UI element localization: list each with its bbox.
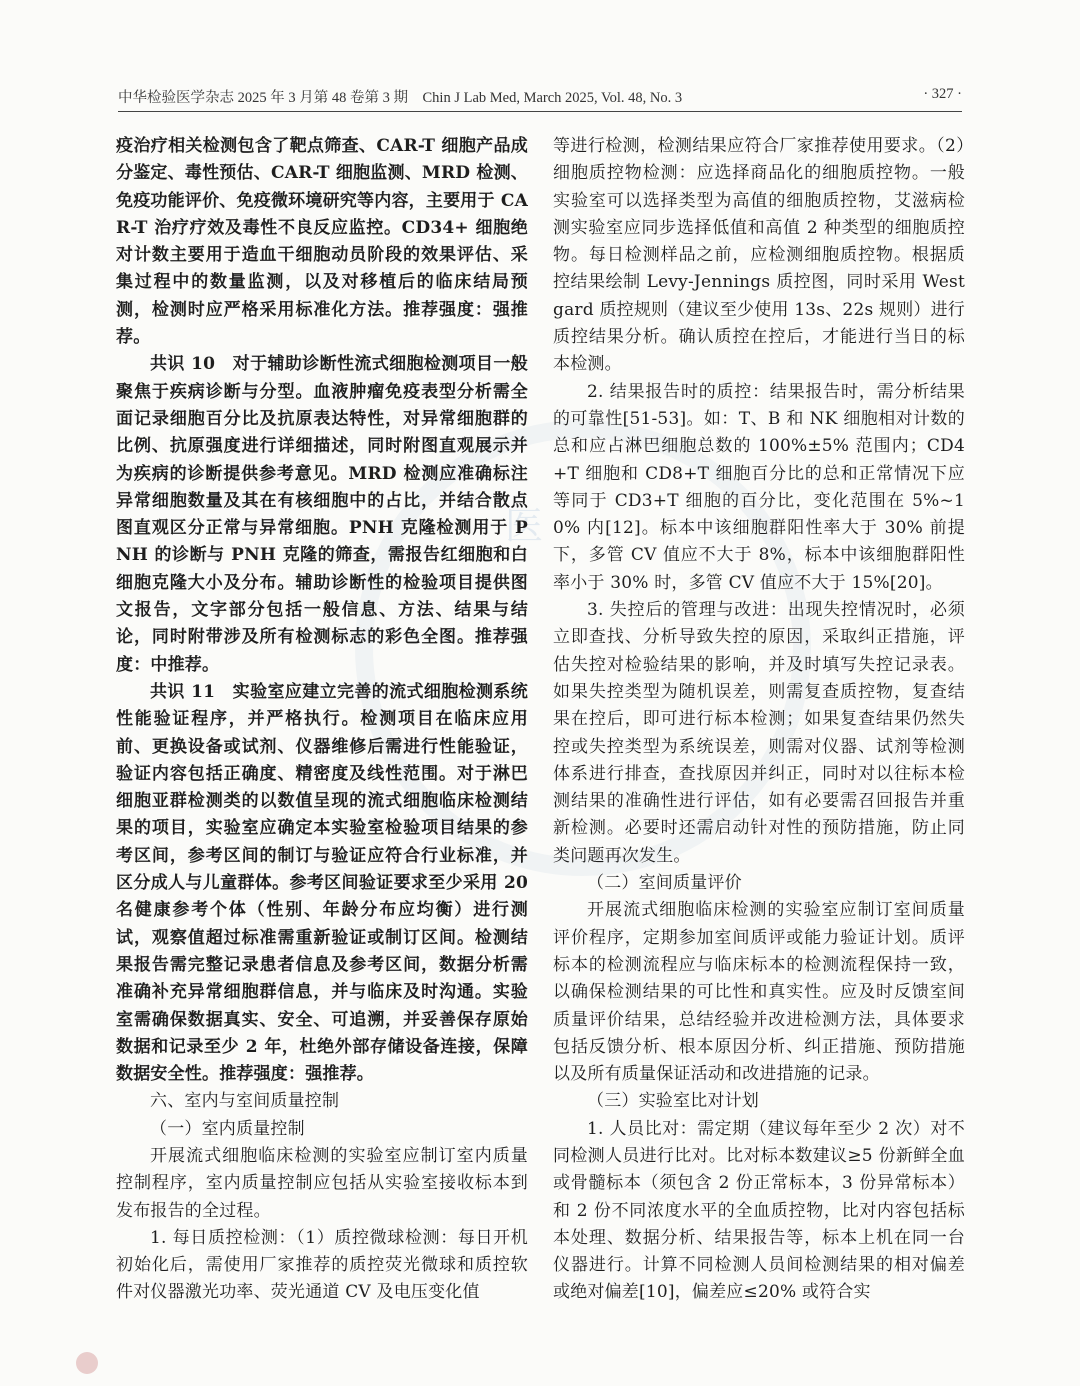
section-heading: 六、室内与室间质量控制: [150, 1091, 340, 1112]
subsection-heading: （三）实验室比对计划: [587, 1091, 759, 1112]
consensus-10-paragraph: 共识 10 对于辅助诊断性流式细胞检测项目一般聚焦于疾病诊断与分型。血液肿瘤免疫表型分析需全面记录细胞百分比及抗原表达特性，对异常细胞群的比例、抗原强度进行详细描述，同时附图直观展示并为疾病的诊断提供参考意见。MRD 检测应准确标注异常细胞数量及其在有核细胞中的占比，并结合散点图直观区分正常与异常细胞。PNH 克隆检测用于 PNH 的诊断与 PNH 克隆的筛查，需报告红细胞和白细胞克隆大小及分布。辅助诊断性的检验项目提供图文报告，文字部分包括一般信息、方法、结果与结论，同时附带涉及所有检测标志的彩色全图。推荐强度：中推荐。: [116, 354, 528, 675]
subsection-heading: （二）室间质量评价: [587, 873, 742, 894]
paragraph: 开展流式细胞临床检测的实验室应制订室内质量控制程序，室内质量控制应包括从实验室接收标本到发布报告的全过程。: [116, 1145, 528, 1221]
subsection-heading: （一）室内质量控制: [150, 1118, 305, 1139]
left-column: [116, 133, 528, 1307]
publisher-logo: [76, 1352, 104, 1374]
paragraph: 3. 失控后的管理与改进：出现失控情况时，必须立即查找、分析导致失控的原因，采取纠正措施，评估失控对检验结果的影响，并及时填写失控记录表。如果失控类型为随机误差，则需复查质控物，复查结果在控后，即可进行标本检测；如果复查结果仍然失控或失控类型为系统误差，则需对仪器、试剂等检测体系进行排查，查找原因并纠正，同时对以往标本检测结果的准确性进行评估，如有必要需召回报告并重新检测。必要时还需启动针对性的预防措施，防止同类问题再次发生。: [553, 600, 965, 866]
right-column: [553, 133, 965, 1307]
consensus-11-paragraph: 共识 11 实验室应建立完善的流式细胞检测系统性能验证程序，并严格执行。检测项目在临床应用前、更换设备或试剂、仪器维修后需进行性能验证，验证内容包括正确度、精密度及线性范围。对于淋巴细胞亚群检测类的以数值呈现的流式细胞临床检测结果的项目，实验室应确定本实验室检验项目结果的参考区间，参考区间的制订与验证应符合行业标准，并区分成人与儿童群体。参考区间验证要求至少采用 20 名健康参考个体（性别、年龄分布应均衡）进行测试，观察值超过标准需重新验证或制订区间。检测结果报告需完整记录患者信息及参考区间，数据分析需准确补充异常细胞群信息，并与临床及时沟通。实验室需确保数据真实、安全、可追溯，并妥善保存原始数据和记录至少 2 年，杜绝外部存储设备连接，保障数据安全性。推荐强度：强推荐。: [116, 681, 528, 1085]
paragraph: 疫治疗相关检测包含了靶点筛查、CAR-T 细胞产品成分鉴定、毒性预估、CAR-T 细胞监测、MRD 检测、免疫功能评价、免疫微环境研究等内容，主要用于 CAR-T 治疗疗效及毒性不良反应监控。CD34+ 细胞绝对计数主要用于造血干细胞动员阶段的效果评估、采集过程中的数量监测，以及对移植后的临床结局预测，检测时应严格采用标准化方法。推荐强度：强推荐。: [116, 136, 528, 348]
paragraph: 开展流式细胞临床检测的实验室应制订室间质量评价程序，定期参加室间质评或能力验证计划。质评标本的检测流程应与临床标本的检测流程保持一致，以确保检测结果的可比性和真实性。应及时反馈室间质量评价结果，总结经验并改进检测方法，具体要求包括反馈分析、根本原因分析、纠正措施、预防措施以及所有质量保证活动和改进措施的记录。: [553, 900, 965, 1085]
paragraph: 等进行检测，检测结果应符合厂家推荐使用要求。（2）细胞质控物检测：应选择商品化的细胞质控物。一般实验室可以选择类型为高值的细胞质控物，艾滋病检测实验室应同步选择低值和高值 2 种类型的细胞质控物。每日检测样品之前，应检测细胞质控物。根据质控结果绘制 Levy-Jennings 质控图，同时采用 Westgard 质控规则（建议至少使用 13s、22s 规则）进行质控结果分析。确认质控在控后，才能进行当日的标本检测。: [553, 136, 965, 375]
page-number: · 327 ·: [923, 86, 962, 102]
header-rule: [118, 111, 962, 112]
paragraph: 2. 结果报告时的质控：结果报告时，需分析结果的可靠性[51-53]。如：T、B 和 NK 细胞相对计数的总和应占淋巴细胞总数的 100%±5% 范围内；CD4+T 细胞和 CD8+T 细胞百分比的总和正常情况下应等同于 CD3+T 细胞的百分比，变化范围在 5%~10% 内[12]。标本中该细胞群阳性率大于 30% 前提下，多管 CV 值应不大于 8%，标本中该细胞群阳性率小于 30% 时，多管 CV 值应不大于 15%[20]。: [553, 381, 965, 593]
paragraph: 1. 每日质控检测：（1）质控微球检测：每日开机初始化后，需使用厂家推荐的质控荧光微球和质控软件对仪器激光功率、荧光通道 CV 及电压变化值: [116, 1227, 528, 1303]
journal-info: 中华检验医学杂志 2025 年 3 月第 48 卷第 3 期 Chin J Lab Med, March 2025, Vol. 48, No. 3: [118, 90, 683, 106]
watermark-glyph: 医: [505, 504, 544, 548]
paragraph: 1. 人员比对：需定期（建议每年至少 2 次）对不同检测人员进行比对。比对标本数建议≥5 份新鲜全血或骨髓标本（须包含 2 份正常标本，3 份异常标本）和 2 份不同浓度水平的全血质控物，比对内容包括标本处理、数据分析、结果报告等，标本上机在同一台仪器进行。计算不同检测人员间检测结果的相对偏差或绝对偏差[10]，偏差应≤20% 或符合实: [553, 1118, 965, 1303]
running-header: [118, 86, 962, 107]
seal-icon: [76, 1352, 98, 1374]
